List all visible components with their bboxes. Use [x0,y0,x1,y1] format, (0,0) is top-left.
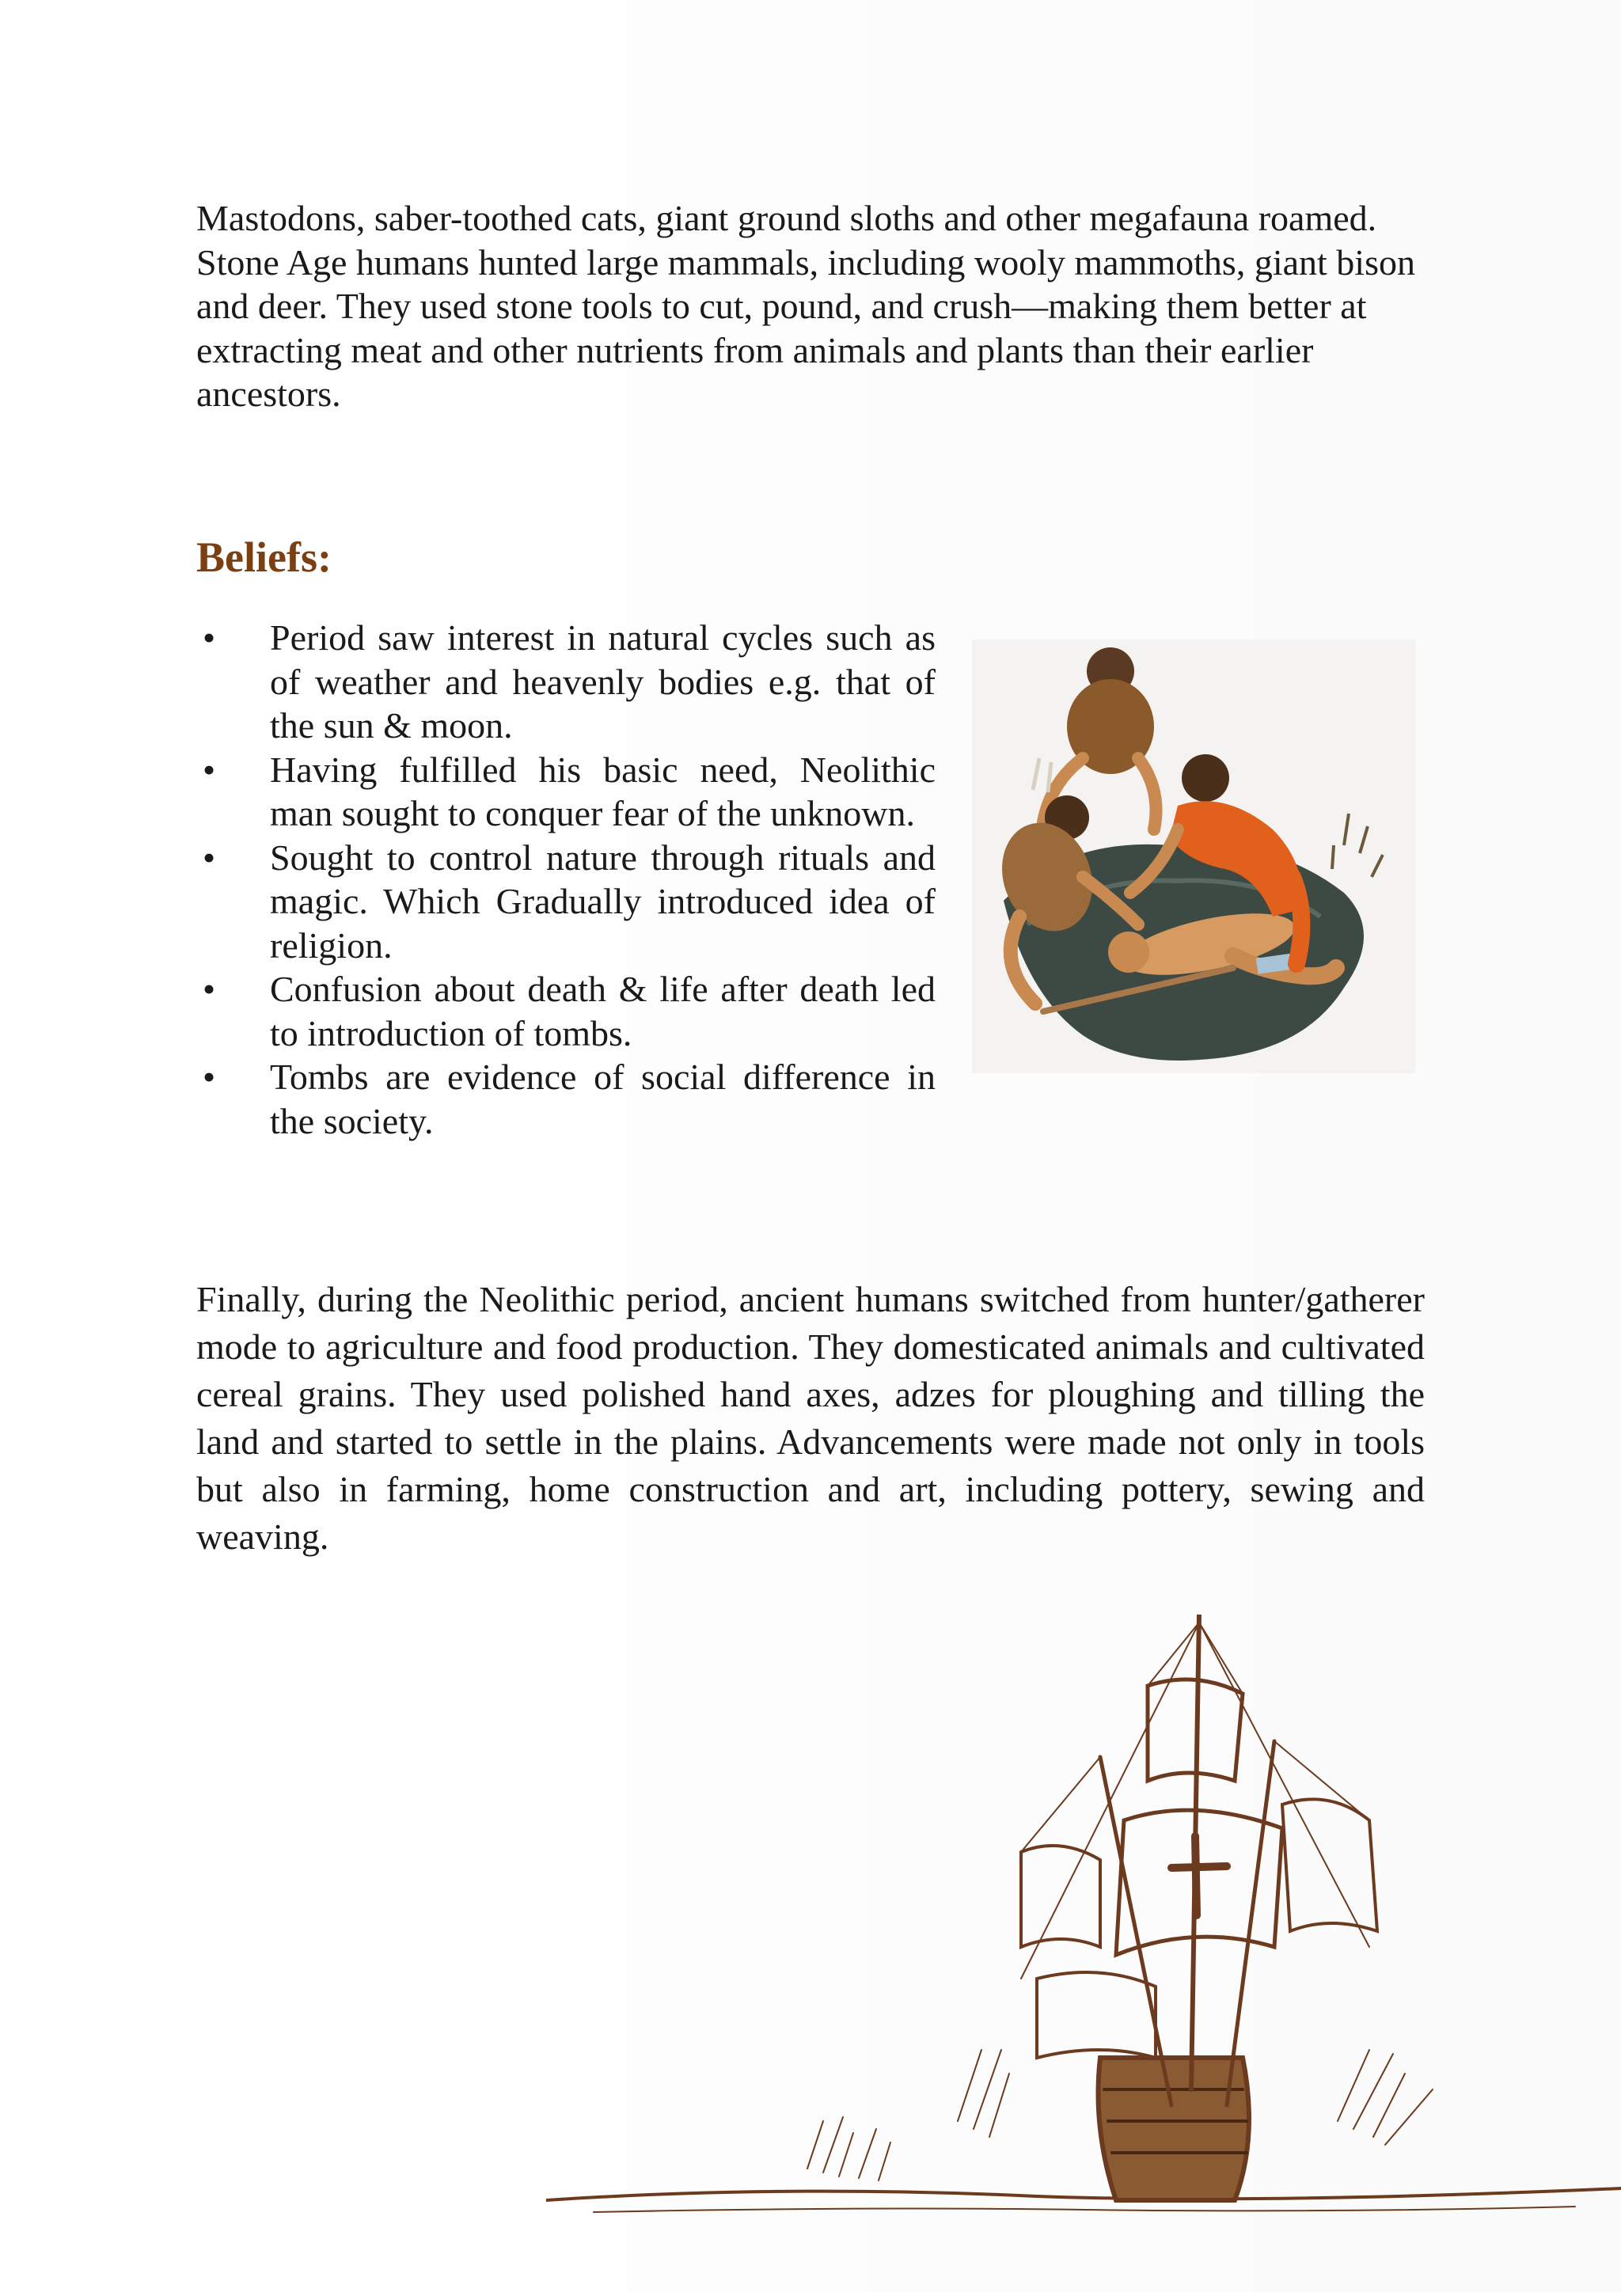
list-item [196,616,936,748]
list-item [196,748,936,836]
list-item-text: Tombs are evidence of social difference in the society. [270,1057,936,1141]
neolithic-ritual-illustration [972,639,1415,1073]
list-item-text: Period saw interest in natural cycles such as of weather and heavenly bodies e.g. that of the sun & moon. [270,617,936,746]
ritual-illustration-icon [972,639,1415,1073]
bullet-icon: • [203,969,216,1009]
list-item-text: Confusion about death & life after death led to introduction of tombs. [270,969,936,1053]
list-item-text: Having fulfilled his basic need, Neolithic man sought to conquer fear of the unknown. [270,749,936,833]
list-item [196,836,936,968]
conclusion-paragraph: Finally, during the Neolithic period, ancient humans switched from hunter/gatherer mode to agriculture and food production. They domesticated animals and cultivated cereal grains. They used polished hand axes, adzes for ploughing and tilling the land and started to settle in the plains. Advancements were made not only in tools but also in farming, home construction and art, including pottery, sewing and weaving. [196,1279,1425,1557]
sailing-ship-illustration [546,1615,1621,2292]
bullet-icon: • [203,837,216,878]
bullet-icon: • [203,1057,216,1097]
beliefs-list [196,616,936,1143]
beliefs-heading: Beliefs: [196,533,332,581]
intro-paragraph: Mastodons, saber-toothed cats, giant ground sloths and other megafauna roamed. Stone Age humans hunted large mammals, including wooly mammoths, giant bison and deer. They used stone tools to cut, pound, and crush—making them better at extracting meat and other nutrients from animals and plants than their earlier ancestors. [196,198,1415,414]
list-item [196,1055,936,1143]
list-item-text: Sought to control nature through rituals and magic. Which Gradually introduced idea of religion. [270,837,936,966]
bullet-icon: • [203,617,216,658]
bullet-icon: • [203,749,216,790]
list-item [196,967,936,1055]
sailing-ship-icon [546,1615,1621,2292]
